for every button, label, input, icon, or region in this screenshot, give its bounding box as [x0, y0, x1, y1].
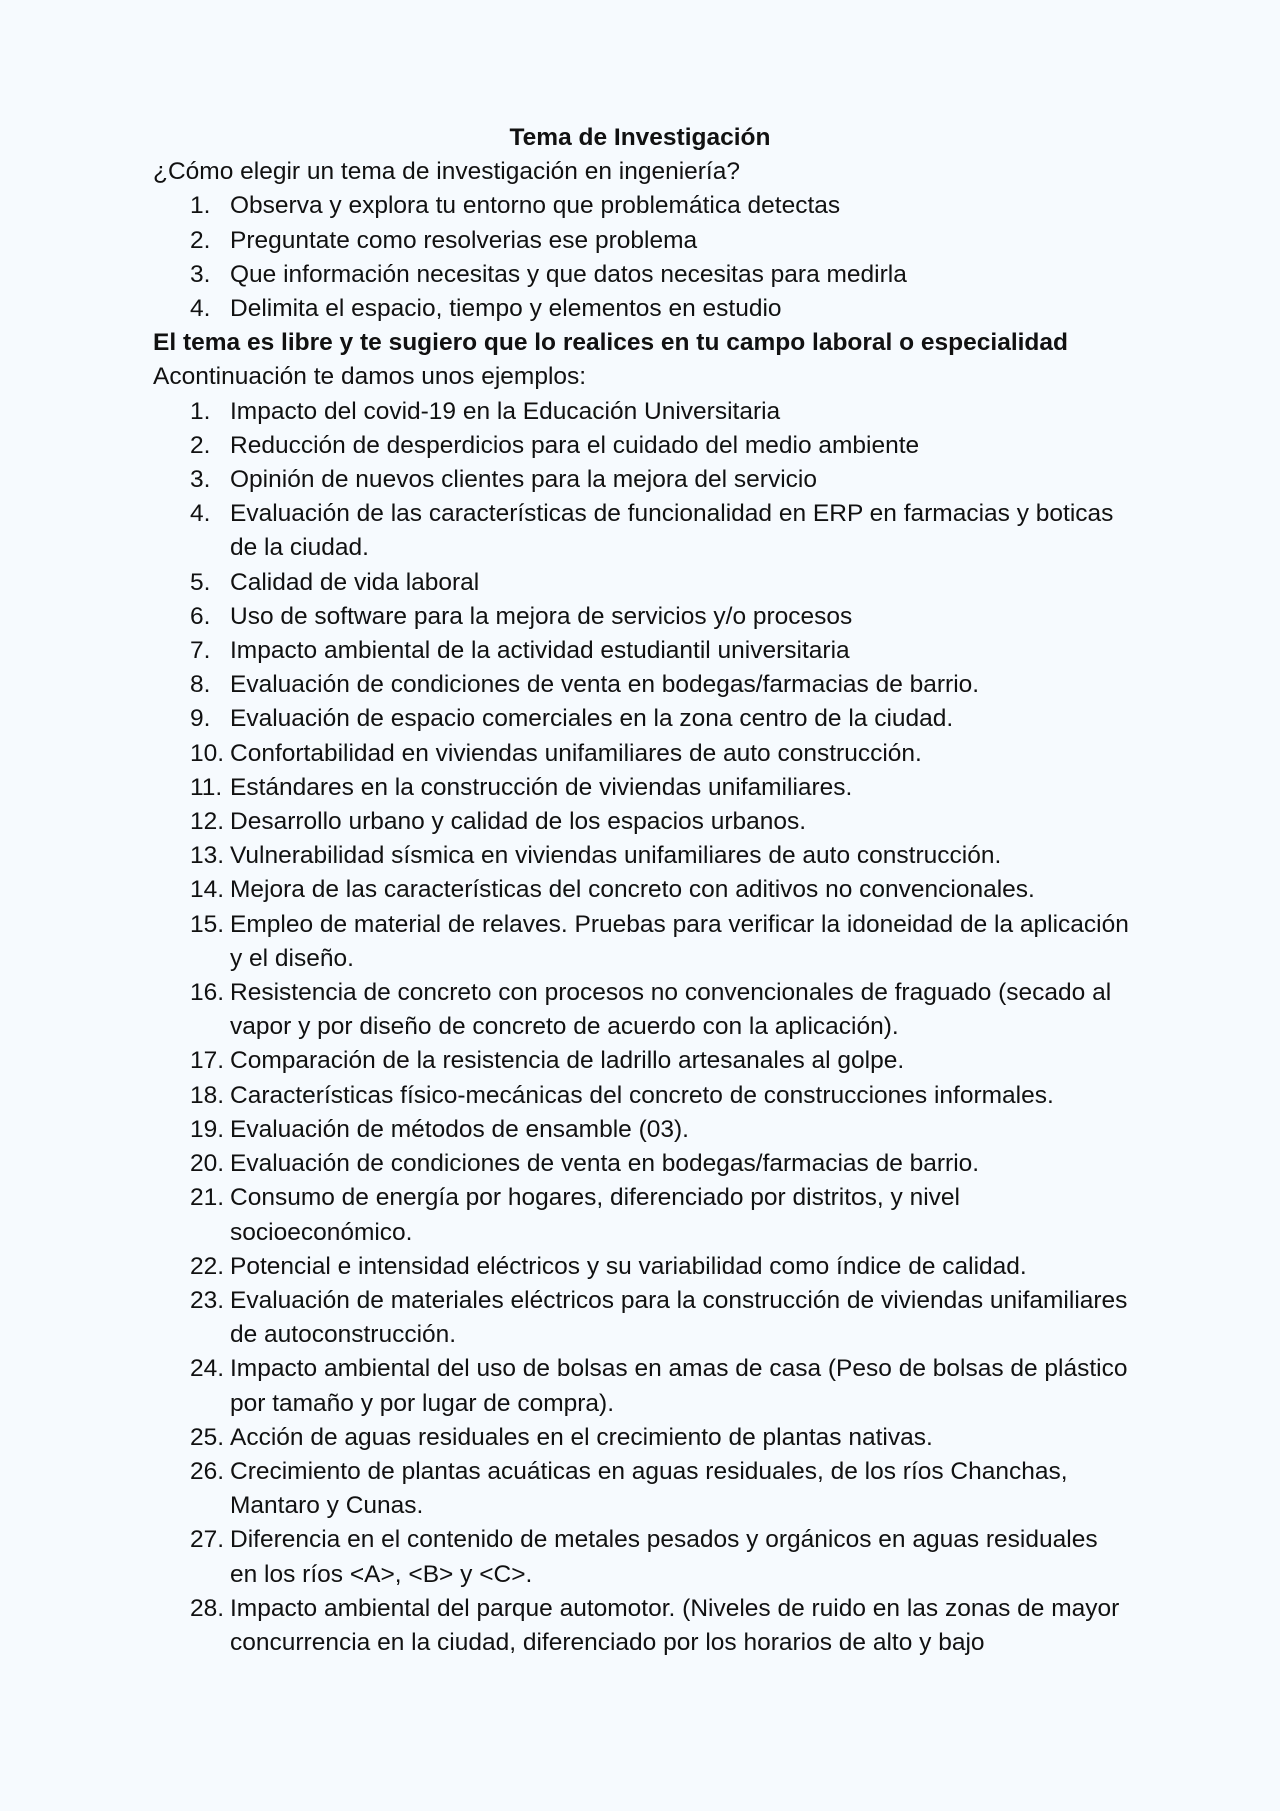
list-item: [153, 839, 1280, 873]
list-item-number: 11.: [190, 773, 223, 801]
list-item-text: Impacto ambiental del uso de bolsas en amas de casa (Peso de bolsas de plástico por tamaño y por lugar de compra).: [230, 1355, 1128, 1417]
list-item-number: 5.: [190, 568, 211, 596]
list-item-number: 26.: [190, 1457, 225, 1485]
list-item-number: 27.: [190, 1526, 225, 1554]
list-item: [153, 600, 1280, 634]
list-item-number: 15.: [190, 910, 225, 938]
list-item-number: 4.: [190, 500, 211, 528]
list-item: [153, 292, 1280, 326]
list-item: [153, 1147, 1280, 1181]
list-item-number: 3.: [190, 260, 211, 288]
list-item: [153, 908, 1280, 976]
list-item-number: 20.: [190, 1150, 225, 1178]
list-item-text: Opinión de nuevos clientes para la mejora del servicio: [230, 466, 817, 494]
list-item-number: 24.: [190, 1355, 225, 1383]
list-item-text: Vulnerabilidad sísmica en viviendas unifamiliares de auto construcción.: [230, 842, 1002, 870]
list-item: [153, 566, 1280, 600]
list-item-text: Resistencia de concreto con procesos no convencionales de fraguado (secado al vapor y por diseño de concreto de acuerdo con la aplicación).: [230, 979, 1112, 1041]
examples-intro: Acontinuación te damos unos ejemplos:: [153, 363, 587, 391]
list-item-text: Mejora de las características del concreto con aditivos no convencionales.: [230, 876, 1035, 904]
list-item-text: Diferencia en el contenido de metales pesados y orgánicos en aguas residuales en los ríos <A>, <B> y <C>.: [230, 1526, 1098, 1588]
steps-list: [153, 189, 1280, 326]
list-item-number: 1.: [190, 397, 211, 425]
list-item-number: 4.: [190, 295, 211, 323]
list-item-text: Acción de aguas residuales en el crecimiento de plantas nativas.: [230, 1423, 933, 1451]
list-item-text: Empleo de material de relaves. Pruebas para verificar la idoneidad de la aplicación y el diseño.: [230, 910, 1129, 972]
list-item-text: Observa y explora tu entorno que problemática detectas: [230, 192, 841, 220]
list-item: [153, 1421, 1280, 1455]
list-item: [153, 395, 1280, 429]
list-item-number: 17.: [190, 1047, 225, 1075]
examples-list: [153, 395, 1280, 1661]
list-item: [153, 634, 1280, 668]
list-item-text: Características físico-mecánicas del concreto de construcciones informales.: [230, 1081, 1054, 1109]
list-item-text: Reducción de desperdicios para el cuidado del medio ambiente: [230, 431, 920, 459]
list-item: [153, 1455, 1280, 1523]
list-item-text: Preguntate como resolverias ese problema: [230, 226, 698, 254]
list-item: [153, 976, 1280, 1044]
list-item-number: 28.: [190, 1594, 225, 1622]
list-item-text: Impacto del covid-19 en la Educación Universitaria: [230, 397, 781, 425]
list-item-text: Consumo de energía por hogares, diferenciado por distritos, y nivel socioeconómico.: [230, 1184, 960, 1246]
list-item-text: Uso de software para la mejora de servicios y/o procesos: [230, 602, 853, 630]
list-item-number: 3.: [190, 466, 211, 494]
list-item-number: 23.: [190, 1286, 225, 1314]
list-item-text: Calidad de vida laboral: [230, 568, 480, 596]
list-item: [153, 1044, 1280, 1078]
list-item-number: 12.: [190, 808, 225, 836]
list-item-text: Confortabilidad en viviendas unifamiliares de auto construcción.: [230, 739, 922, 767]
list-item-number: 14.: [190, 876, 225, 904]
list-item-text: Impacto ambiental del parque automotor. (Niveles de ruido en las zonas de mayor concurrencia en la ciudad, diferenciado por los horarios de alto y bajo: [230, 1594, 1120, 1656]
list-item-number: 2.: [190, 431, 211, 459]
list-item-text: Evaluación de materiales eléctricos para la construcción de viviendas unifamiliares de autoconstrucción.: [230, 1286, 1128, 1349]
list-item: [153, 668, 1280, 702]
list-item-number: 6.: [190, 602, 211, 630]
list-item-number: 18.: [190, 1081, 225, 1109]
list-item: [153, 258, 1280, 292]
list-item-text: Estándares en la construcción de viviendas unifamiliares.: [230, 773, 853, 801]
list-item: [153, 805, 1280, 839]
list-item-text: Crecimiento de plantas acuáticas en aguas residuales, de los ríos Chanchas, Mantaro y Cunas.: [230, 1457, 1068, 1520]
document-title: Tema de Investigación: [509, 124, 771, 151]
list-item: [153, 737, 1280, 771]
list-item-number: 1.: [190, 192, 211, 220]
free-topic-note: El tema es libre y te sugiero que lo realices en tu campo laboral o especialidad: [153, 329, 1068, 357]
list-item-text: Delimita el espacio, tiempo y elementos en estudio: [230, 295, 782, 323]
list-item: [153, 1352, 1280, 1420]
list-item: [153, 873, 1280, 907]
list-item-text: Desarrollo urbano y calidad de los espacios urbanos.: [230, 808, 807, 836]
list-item-number: 9.: [190, 705, 211, 733]
list-item-text: Que información necesitas y que datos necesitas para medirla: [230, 260, 907, 288]
list-item-number: 13.: [190, 842, 225, 870]
list-item-text: Potencial e intensidad eléctricos y su variabilidad como índice de calidad.: [230, 1252, 1027, 1280]
list-item-number: 8.: [190, 671, 211, 699]
list-item: [153, 463, 1280, 497]
list-item: [153, 1592, 1280, 1660]
list-item-text: Evaluación de las características de funcionalidad en ERP en farmacias y boticas de la ciudad.: [230, 500, 1114, 562]
list-item-text: Evaluación de condiciones de venta en bodegas/farmacias de barrio.: [230, 1150, 980, 1178]
list-item: [153, 224, 1280, 258]
list-item: [153, 429, 1280, 463]
list-item-number: 21.: [190, 1184, 225, 1212]
list-item: [153, 189, 1280, 223]
list-item: [153, 1113, 1280, 1147]
list-item-text: Comparación de la resistencia de ladrillo artesanales al golpe.: [230, 1047, 905, 1075]
list-item: [153, 1181, 1280, 1249]
list-item-number: 25.: [190, 1423, 225, 1451]
list-item-number: 7.: [190, 637, 211, 665]
list-item: [153, 771, 1280, 805]
list-item-number: 10.: [190, 739, 225, 767]
list-item: [153, 1523, 1280, 1591]
list-item-number: 2.: [190, 226, 211, 254]
list-item: [153, 702, 1280, 736]
list-item: [153, 1284, 1280, 1352]
list-item: [153, 497, 1280, 565]
list-item-number: 19.: [190, 1115, 225, 1143]
list-item-number: 16.: [190, 979, 225, 1007]
guiding-question: ¿Cómo elegir un tema de investigación en ingeniería?: [153, 158, 740, 186]
list-item-text: Evaluación de espacio comerciales en la zona centro de la ciudad.: [230, 705, 954, 733]
list-item-text: Evaluación de métodos de ensamble (03).: [230, 1115, 689, 1143]
list-item: [153, 1250, 1280, 1284]
list-item-number: 22.: [190, 1252, 225, 1280]
list-item: [153, 1079, 1280, 1113]
list-item-text: Evaluación de condiciones de venta en bodegas/farmacias de barrio.: [230, 671, 980, 699]
list-item-text: Impacto ambiental de la actividad estudiantil universitaria: [230, 637, 850, 665]
